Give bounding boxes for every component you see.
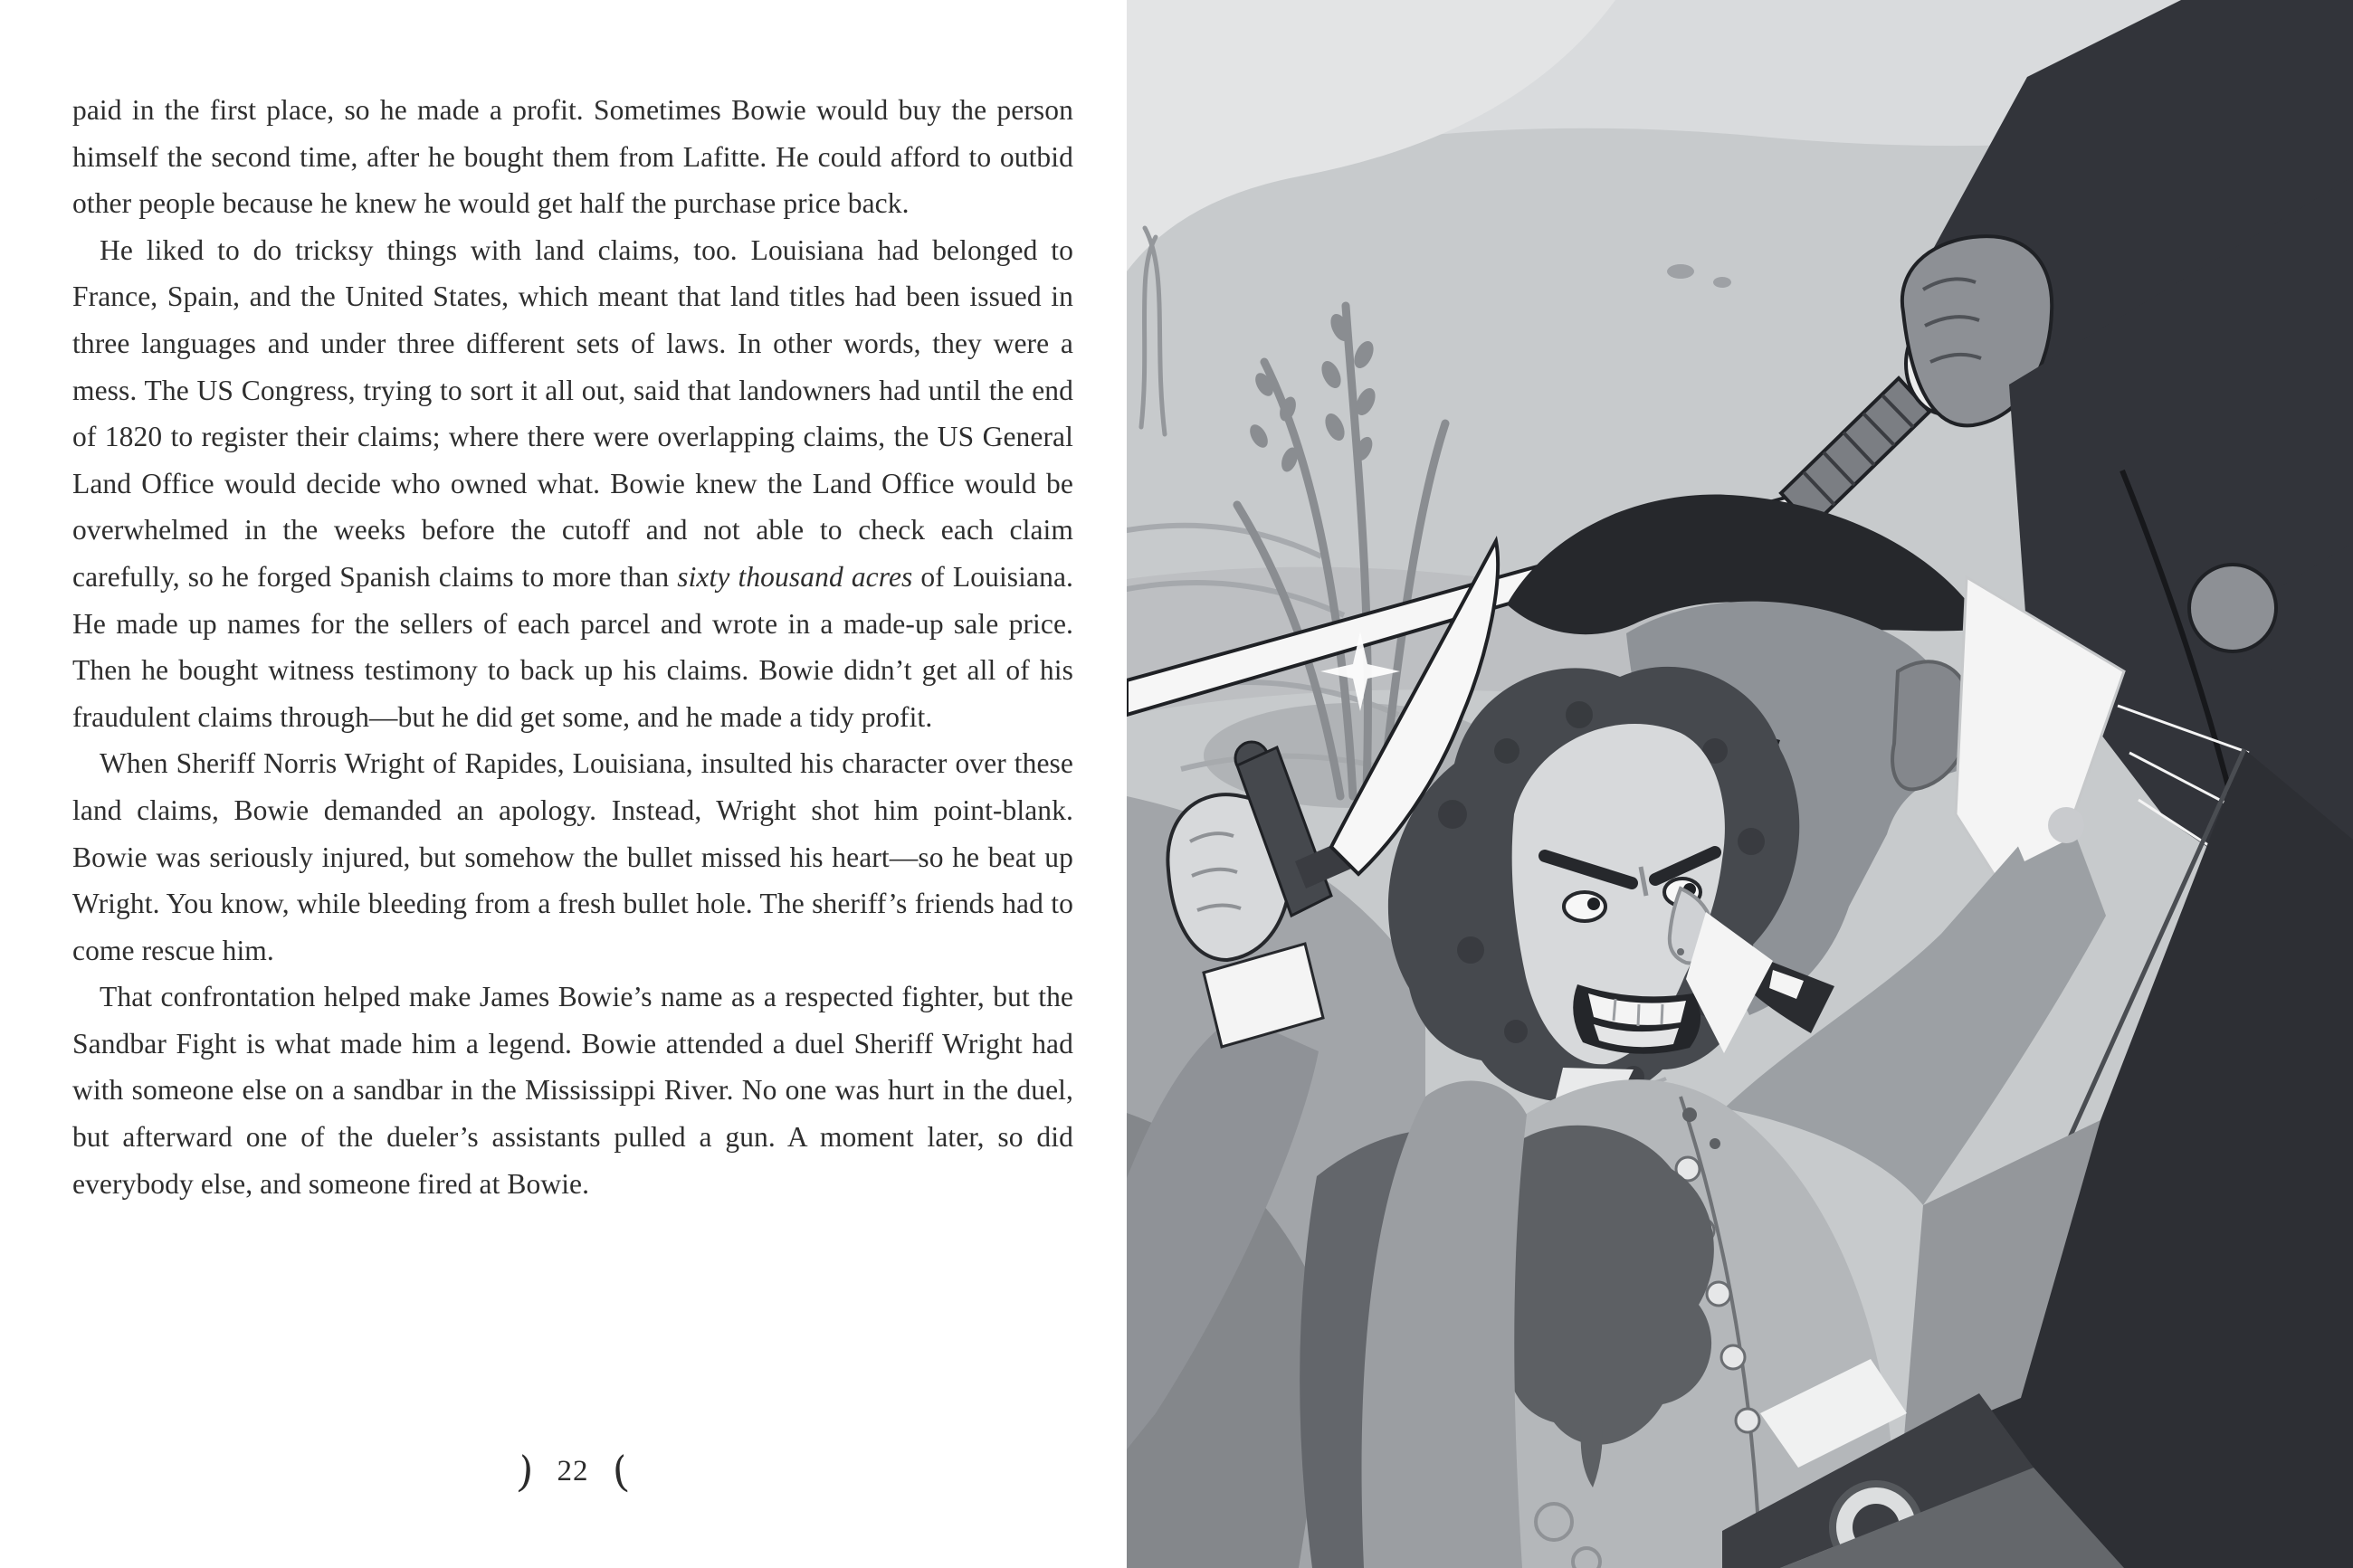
paragraph xyxy=(72,87,1073,227)
paragraph-text: of Louisiana. He made up names for the sellers of each parcel and wrote in a made-up sale price. Then he bought witness testimony to back up his claims. Bowie didn’t get all of his fraudulent claims through—but he did get some, and he made a tidy profit. xyxy=(72,560,1073,733)
left-page xyxy=(0,0,1127,1568)
folio-ornament-right: ( xyxy=(609,1447,631,1498)
sandbar-fight-illustration xyxy=(1127,0,2353,1568)
page-number: 22 xyxy=(557,1455,589,1487)
paragraph-text: That confrontation helped make James Bowie’s name as a respected fighter, but the Sandbar Fight is what made him a legend. Bowie attended a duel Sheriff Wright had with someone else on a sandbar in the Mississippi River. No one was hurt in the duel, but afterward one of the dueler’s assistants pulled a gun. A moment later, so did everybody else, and someone fired at Bowie. xyxy=(72,981,1073,1200)
folio-ornament-left: ) xyxy=(515,1447,537,1498)
body-text xyxy=(72,87,1073,1207)
paragraph xyxy=(72,974,1073,1207)
italic-phrase: sixty thousand acres xyxy=(677,560,913,593)
paragraph-text: He liked to do tricksy things with land claims, too. Louisiana had belonged to France, Spain, and the United States, which meant that land titles had been issued in three languages and under three different sets of laws. In other words, they were a mess. The US Congress, trying to sort it all out, said that landowners had until the end of 1820 to register their claims; where there were overlapping claims, the US General Land Office would decide who owned what. Bowie knew the Land Office would be overwhelmed in the weeks before the cutoff and not able to check each claim carefully, so he forged Spanish claims to more than xyxy=(72,233,1073,593)
bowie-right-hand xyxy=(2048,807,2084,843)
paragraph-text: paid in the first place, so he made a profit. Sometimes Bowie would buy the person himself the second time, after he bought them from Lafitte. He could afford to outbid other people because he knew he would get half the purchase price back. xyxy=(72,94,1073,220)
right-page xyxy=(1127,0,2353,1568)
page-footer xyxy=(72,1447,1073,1498)
paragraph-text: When Sheriff Norris Wright of Rapides, Louisiana, insulted his character over these land claims, Bowie demanded an apology. Instead, Wright shot him point-blank. Bowie was seriously injured, but somehow the bullet missed his heart—so he beat up Wright. You know, while bleeding from a fresh bullet hole. The sheriff’s friends had to come rescue him. xyxy=(72,747,1073,966)
attacker-fist-low xyxy=(2189,565,2276,651)
paragraph xyxy=(72,740,1073,974)
paragraph xyxy=(72,227,1073,741)
